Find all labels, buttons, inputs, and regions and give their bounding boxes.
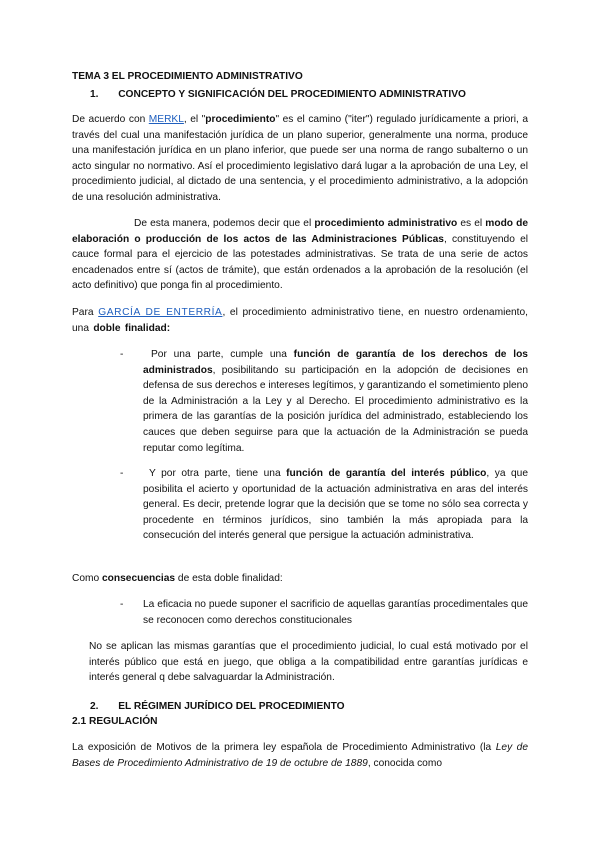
p2-text-a: De esta manera, podemos decir que el [134,218,315,229]
p1-bold: procedimiento [205,114,276,125]
paragraph-definition [72,216,528,294]
section-2-number: 2. [90,701,99,712]
topic-title: TEMA 3 EL PROCEDIMIENTO ADMINISTRATIVO [72,71,303,82]
bullet-item [120,466,528,544]
b1-text-a: Por una parte, cumple una [151,349,294,360]
p3-bold: doble finalidad: [93,322,171,334]
subsection-2-1-heading: 2.1 REGULACIÓN [72,716,158,727]
p2-text-b: es el [457,218,486,229]
paragraph-exposicion [72,740,528,771]
garcia-de-enterria-link[interactable]: GARCÍA DE ENTERRÍA [98,307,223,318]
b1-text-b: , posibilitando su participación en la adopción de decisiones en defensa de sus derechos e intereses legítimos, y garantizando el sometimiento pleno de la Administración a la Ley y al Derecho. El procedimiento administrativo es la primera de las garantías de la posición jurídica del administrado, estableciendo los cauces que deben seguirse para que la actuación de la Administración se pueda reputar como legítima. [143,364,528,454]
p4-bold: consecuencias [102,573,176,584]
section-1-heading [90,88,466,101]
section-1-title: CONCEPTO Y SIGNIFICACIÓN DEL PROCEDIMIENTO ADMINISTRATIVO [118,89,466,100]
bullet-text [143,466,528,544]
p3-text-b: , el procedimiento administrativo tiene, en nuestro ordenamiento, una [72,307,528,334]
b2-text-a: Y por otra parte, tiene una [149,468,287,479]
bullet-item [120,597,528,628]
p1-text-c: " es el camino ("iter") regulado jurídicamente a priori, a través del cual una manifestación jurídica de un plano superior, generalmente una norma, produce una manifestación jurídica en un plano inferior, que puede ser una norma de rango subalterno o un acto singular no normativo. Así el procedimiento legislativo dará lugar a la aprobación de una Ley, el procedimiento judicial, al dictado de una sentencia, y el procedimiento administrativo, a la adopción de una resolución administrativa. [72,114,528,203]
p3-text-a: Para [72,307,99,318]
paragraph-garcia [72,305,528,336]
p2-text-c: , constituyendo el cauce formal para el ejercicio de las potestades administrativas. Se trata de una serie de actos encadenados entre sí (actos de trámite), que están ordenados a la aprobación de la resolución (el acto definitivo) que ponga fin al procedimiento. [72,233,528,292]
p1-text-b: , el " [183,114,206,125]
paragraph-merkl [72,112,528,206]
bullet-dash: - [120,349,124,360]
section-2-title: EL RÉGIMEN JURÍDICO DEL PROCEDIMIENTO [118,701,345,712]
p4-text-b: de esta doble finalidad: [175,573,283,584]
section-1-number: 1. [90,89,99,100]
p6-italic: Ley de Bases de Procedimiento Administrativo de 19 de octubre de 1889 [72,742,528,769]
merkl-link[interactable]: MERKL [148,114,184,125]
p1-text-a: De acuerdo con [72,114,149,125]
p2-bold-1: procedimiento administrativo [314,218,458,229]
p6-text-a: La exposición de Motivos de la primera ley española de Procedimiento Administrativo (la [72,742,496,753]
bullet-text: La eficacia no puede suponer el sacrificio de aquellas garantías procedimentales que se reconocen como derechos constitucionales [143,599,528,626]
p4-text-a: Como [72,573,103,584]
b2-text-b: , ya que posibilita el acierto y oportunidad de la actuación administrativa en aras del interés general. Es decir, pretende lograr que la decisión que se tome no sólo sea correcta y procedente en términos jurídicos, sino también la más apropiada para la consecución del interés general que persigue la actuación administrativa. [143,468,528,542]
bullet-text [143,347,528,456]
b1-bold: función de garantía de los derechos de los administrados [143,349,528,376]
bullet-item [120,347,528,456]
p6-text-b: , conocida como [367,757,442,769]
section-2-heading [90,700,345,713]
bullet-dash: - [120,468,124,479]
paragraph-garantias: No se aplican las mismas garantías que el procedimiento judicial, lo cual está motivado por el interés público que está en juego, que obliga a la compatibilidad entre garantías jurídicas e interés general q debe salvaguardar la Administración. [89,641,528,684]
p2-bold-2: modo de elaboración o producción de los actos de las Administraciones Públicas [72,218,529,245]
paragraph-consecuencias [72,571,528,587]
b2-bold: función de garantía del interés público [286,468,487,479]
bullet-dash: - [120,599,124,610]
